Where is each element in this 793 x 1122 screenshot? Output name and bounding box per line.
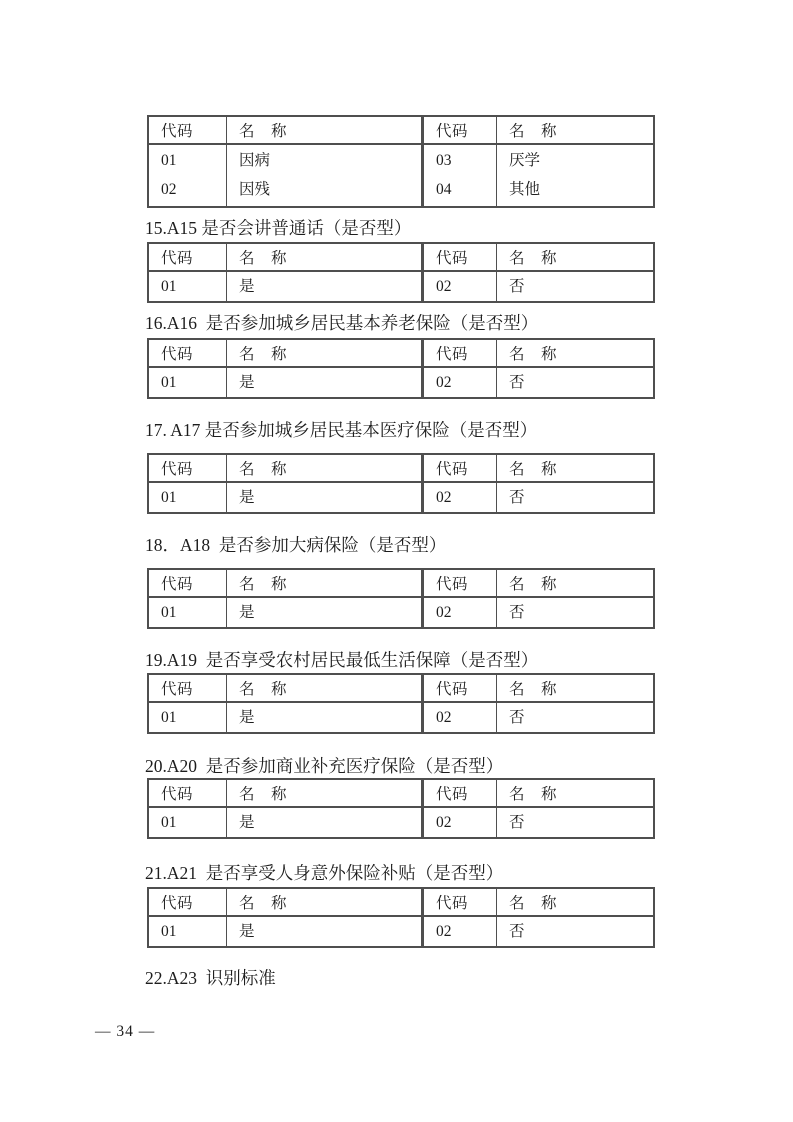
section-heading-a20: 20.A20 是否参加商业补充医疗保险（是否型） (145, 756, 504, 776)
body-cell-name (496, 703, 653, 732)
header-cell-code: 代码 (149, 780, 226, 808)
section-heading-a19: 19.A19 是否享受农村居民最低生活保障（是否型） (145, 650, 539, 670)
code-table-a15-mandarin (147, 242, 655, 303)
cell-value: 02 (436, 277, 452, 295)
cell-value: 因病 (239, 152, 271, 170)
header-cell-name: 名 称 (226, 455, 421, 483)
cell-value: 02 (436, 488, 452, 506)
cell-value: 是 (239, 708, 255, 726)
code-table-a16-pension (147, 338, 655, 399)
body-cell-code (421, 917, 496, 946)
body-cell-code (149, 917, 226, 946)
cell-value: 厌学 (509, 152, 541, 170)
body-cell-code (149, 145, 226, 206)
body-cell-code (149, 272, 226, 301)
cell-value: 01 (161, 813, 177, 831)
cell-value: 01 (161, 708, 177, 726)
body-cell-name (226, 272, 421, 301)
body-cell-name (226, 145, 421, 206)
body-cell-name (496, 368, 653, 397)
header-cell-name: 名 称 (226, 244, 421, 272)
header-cell-name: 名 称 (496, 340, 653, 368)
body-cell-code (149, 598, 226, 627)
body-cell-code (421, 598, 496, 627)
header-cell-code: 代码 (421, 570, 496, 598)
cell-value: 其他 (509, 180, 541, 198)
body-cell-code (421, 368, 496, 397)
header-cell-code: 代码 (421, 117, 496, 145)
header-cell-code: 代码 (421, 340, 496, 368)
header-cell-code: 代码 (421, 780, 496, 808)
code-table-a20-commercial-medical (147, 778, 655, 839)
header-cell-name: 名 称 (226, 889, 421, 917)
cell-value: 02 (436, 708, 452, 726)
header-cell-code: 代码 (421, 889, 496, 917)
code-table-a18-critical-illness (147, 568, 655, 629)
body-cell-name (496, 272, 653, 301)
cell-value: 04 (436, 180, 452, 198)
body-cell-name (226, 917, 421, 946)
body-cell-code (421, 483, 496, 512)
body-cell-code (421, 145, 496, 206)
cell-value: 否 (509, 708, 525, 726)
cell-value: 01 (161, 373, 177, 391)
header-cell-name: 名 称 (226, 675, 421, 703)
header-cell-name: 名 称 (496, 780, 653, 808)
body-cell-code (421, 808, 496, 837)
body-cell-name (496, 145, 653, 206)
cell-value: 否 (509, 922, 525, 940)
body-cell-name (496, 808, 653, 837)
body-cell-code (149, 483, 226, 512)
cell-value: 01 (161, 152, 177, 170)
section-heading-a15: 15.A15 是否会讲普通话（是否型） (145, 218, 412, 238)
code-table-a19-subsistence-allowance (147, 673, 655, 734)
section-heading-a23: 22.A23 识别标准 (145, 968, 276, 988)
cell-value: 01 (161, 603, 177, 621)
header-cell-name: 名 称 (226, 780, 421, 808)
header-cell-code: 代码 (149, 675, 226, 703)
body-cell-code (149, 808, 226, 837)
cell-value: 否 (509, 373, 525, 391)
cell-value: 01 (161, 488, 177, 506)
cell-value: 否 (509, 277, 525, 295)
cell-value: 02 (436, 922, 452, 940)
cell-value: 是 (239, 488, 255, 506)
header-cell-name: 名 称 (496, 455, 653, 483)
body-cell-code (421, 703, 496, 732)
body-cell-name (226, 598, 421, 627)
section-heading-a21: 21.A21 是否享受人身意外保险补贴（是否型） (145, 863, 504, 883)
header-cell-name: 名 称 (226, 340, 421, 368)
body-cell-name (226, 368, 421, 397)
cell-value: 02 (436, 603, 452, 621)
code-table-non-enrollment-reason (147, 115, 655, 208)
header-cell-name: 名 称 (496, 570, 653, 598)
body-cell-code (149, 368, 226, 397)
section-heading-a16: 16.A16 是否参加城乡居民基本养老保险（是否型） (145, 313, 539, 333)
header-cell-code: 代码 (149, 455, 226, 483)
cell-value: 01 (161, 277, 177, 295)
header-cell-code: 代码 (149, 117, 226, 145)
header-cell-code: 代码 (149, 340, 226, 368)
header-cell-code: 代码 (421, 244, 496, 272)
cell-value: 01 (161, 922, 177, 940)
cell-value: 否 (509, 488, 525, 506)
header-cell-name: 名 称 (496, 244, 653, 272)
cell-value: 是 (239, 922, 255, 940)
body-cell-name (226, 808, 421, 837)
body-cell-code (421, 272, 496, 301)
body-cell-name (496, 917, 653, 946)
cell-value: 因残 (239, 180, 271, 198)
cell-value: 是 (239, 603, 255, 621)
page-number: — 34 — (95, 1023, 156, 1040)
section-heading-a17: 17. A17 是否参加城乡居民基本医疗保险（是否型） (145, 420, 538, 440)
body-cell-code (149, 703, 226, 732)
cell-value: 03 (436, 152, 452, 170)
body-cell-name (226, 483, 421, 512)
cell-value: 否 (509, 813, 525, 831)
header-cell-name: 名 称 (226, 570, 421, 598)
cell-value: 02 (436, 373, 452, 391)
cell-value: 是 (239, 277, 255, 295)
code-table-a21-accident-subsidy (147, 887, 655, 948)
header-cell-code: 代码 (149, 244, 226, 272)
header-cell-name: 名 称 (226, 117, 421, 145)
code-table-a17-medical-insurance (147, 453, 655, 514)
header-cell-code: 代码 (421, 455, 496, 483)
cell-value: 否 (509, 603, 525, 621)
cell-value: 是 (239, 813, 255, 831)
cell-value: 02 (436, 813, 452, 831)
cell-value: 是 (239, 373, 255, 391)
header-cell-code: 代码 (421, 675, 496, 703)
header-cell-name: 名 称 (496, 889, 653, 917)
header-cell-name: 名 称 (496, 675, 653, 703)
section-heading-a18: 18．A18 是否参加大病保险（是否型） (145, 535, 447, 555)
header-cell-name: 名 称 (496, 117, 653, 145)
body-cell-name (496, 598, 653, 627)
header-cell-code: 代码 (149, 570, 226, 598)
header-cell-code: 代码 (149, 889, 226, 917)
cell-value: 02 (161, 180, 177, 198)
body-cell-name (226, 703, 421, 732)
body-cell-name (496, 483, 653, 512)
